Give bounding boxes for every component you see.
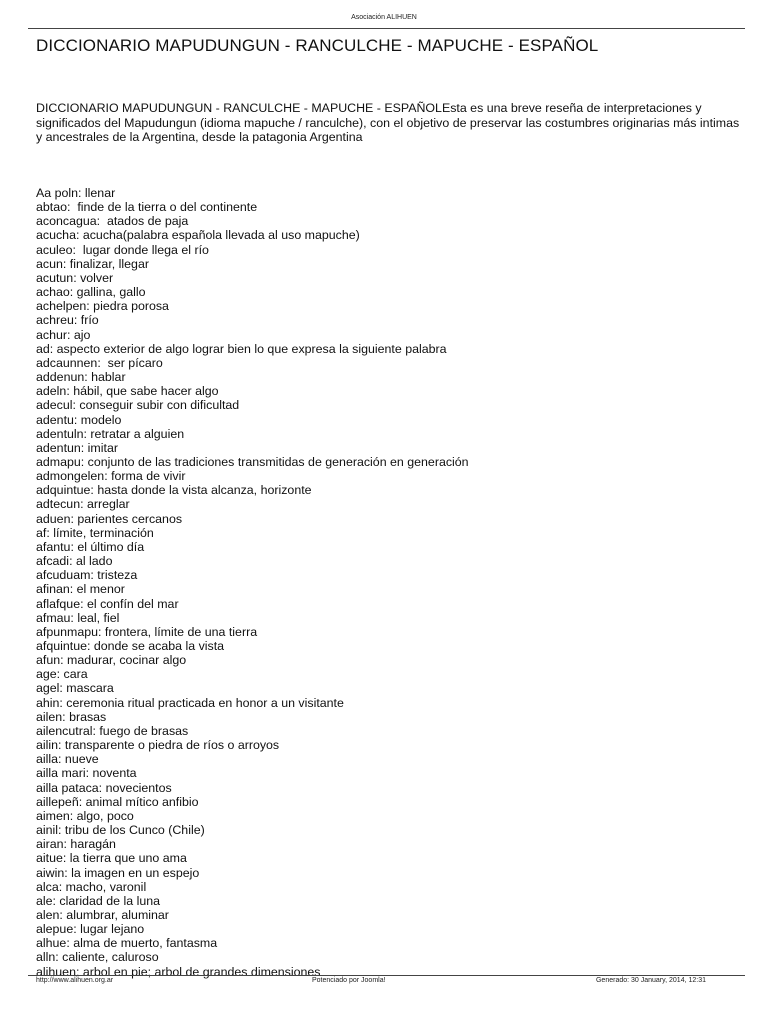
- dictionary-entry: ailla pataca: novecientos: [36, 780, 172, 795]
- dictionary-entry: alln: caliente, caluroso: [36, 950, 159, 965]
- dictionary-entry: ad: aspecto exterior de algo lograr bien lo que expresa la siguiente palabra: [36, 341, 447, 356]
- dictionary-entry: abtao: finde de la tierra o del continente: [36, 200, 258, 215]
- dictionary-entry: aitue: la tierra que uno ama: [36, 851, 187, 866]
- dictionary-entry: achao: gallina, gallo: [36, 285, 146, 300]
- dictionary-entry: adentuln: retratar a alguien: [36, 426, 185, 441]
- footer-generated-date: Generado: 30 January, 2014, 12:31: [595, 977, 706, 984]
- dictionary-entry: ailen: brasas: [36, 709, 107, 724]
- dictionary-entry: afmau: leal, fiel: [36, 610, 120, 625]
- dictionary-entry: achelpen: piedra porosa: [36, 299, 169, 314]
- dictionary-entry: acutun: volver: [36, 270, 114, 285]
- dictionary-entry: alen: alumbrar, aluminar: [36, 907, 169, 922]
- dictionary-entry: age: cara: [36, 667, 88, 682]
- footer-divider: [28, 975, 745, 976]
- dictionary-entry: aduen: parientes cercanos: [36, 511, 183, 526]
- dictionary-entry: afantu: el último día: [36, 539, 145, 554]
- dictionary-entry: achur: ajo: [36, 327, 91, 342]
- dictionary-entry: aculeo: lugar donde llega el río: [36, 242, 209, 257]
- dictionary-entry: achreu: frío: [36, 313, 99, 328]
- dictionary-entry: aconcagua: atados de paja: [36, 214, 189, 229]
- dictionary-entry: aflafque: el confín del mar: [36, 596, 179, 611]
- dictionary-entry: ainil: tribu de los Cunco (Chile): [36, 823, 205, 838]
- dictionary-entry: addenun: hablar: [36, 370, 126, 385]
- dictionary-entry: adtecun: arreglar: [36, 497, 130, 512]
- dictionary-entry: admongelen: forma de vivir: [36, 469, 186, 484]
- intro-paragraph: DICCIONARIO MAPUDUNGUN - RANCULCHE - MAPUCHE - ESPAÑOLEsta es una breve reseña de interpretaciones y significados del Mapudungun (idioma mapuche / ranculche), con el objetivo de preservar las costumbres originarias más intimas y ancestrales de la Argentina, desde la patagonia Argentina: [36, 101, 740, 144]
- dictionary-entry: acun: finalizar, llegar: [36, 256, 149, 271]
- dictionary-entry: Aa poln: llenar: [36, 186, 116, 200]
- dictionary-entry: afcadi: al lado: [36, 554, 113, 569]
- header-divider: [28, 28, 745, 29]
- dictionary-entry: afun: madurar, cocinar algo: [36, 653, 187, 668]
- dictionary-entry: adeln: hábil, que sabe hacer algo: [36, 384, 219, 399]
- dictionary-entry: ailin: transparente o piedra de ríos o arroyos: [36, 738, 280, 753]
- dictionary-entry: acucha: acucha(palabra española llevada al uso mapuche): [36, 228, 360, 243]
- dictionary-entry: afinan: el menor: [36, 582, 125, 597]
- dictionary-entry: af: límite, terminación: [36, 525, 154, 540]
- dictionary-entry: admapu: conjunto de las tradiciones transmitidas de generación en generación: [36, 454, 469, 469]
- dictionary-entry: ailla mari: noventa: [36, 766, 137, 781]
- dictionary-entry: adquintue: hasta donde la vista alcanza, horizonte: [36, 483, 312, 498]
- dictionary-entry-list: [36, 186, 469, 979]
- dictionary-entry: adentun: imitar: [36, 440, 118, 455]
- footer-site-link[interactable]: http://www.alihuen.org.ar: [36, 977, 114, 984]
- dictionary-entry: ahin: ceremonia ritual practicada en honor a un visitante: [36, 695, 344, 710]
- dictionary-entry: afpunmapu: frontera, límite de una tierra: [36, 624, 258, 639]
- dictionary-entry: agel: mascara: [36, 681, 114, 696]
- dictionary-entry: aimen: algo, poco: [36, 808, 134, 823]
- dictionary-entry: ale: claridad de la luna: [36, 893, 160, 908]
- dictionary-entry: alca: macho, varonil: [36, 879, 147, 894]
- dictionary-entry: airan: haragán: [36, 837, 116, 852]
- page-header: Asociación ALIHUEN: [351, 14, 417, 21]
- dictionary-entry: ailla: nueve: [36, 752, 99, 767]
- dictionary-entry: afcuduam: tristeza: [36, 568, 138, 583]
- dictionary-entry: aillepeñ: animal mítico anfibio: [36, 794, 199, 809]
- dictionary-entry: alhue: alma de muerto, fantasma: [36, 936, 218, 951]
- dictionary-entry: afquintue: donde se acaba la vista: [36, 639, 225, 653]
- dictionary-entry: adcaunnen: ser pícaro: [36, 355, 163, 370]
- dictionary-entry: ailencutral: fuego de brasas: [36, 723, 189, 738]
- dictionary-entry: adecul: conseguir subir con dificultad: [36, 398, 240, 413]
- dictionary-entry: alihuen: arbol en pie; arbol de grandes dimensiones: [36, 964, 321, 979]
- dictionary-entry: alepue: lugar lejano: [36, 922, 145, 937]
- dictionary-entry: adentu: modelo: [36, 412, 122, 427]
- dictionary-entry: aiwin: la imagen en un espejo: [36, 865, 200, 880]
- document-title: DICCIONARIO MAPUDUNGUN - RANCULCHE - MAPUCHE - ESPAÑOL: [36, 36, 599, 55]
- footer-powered-by: Potenciado por Joomla!: [312, 977, 386, 984]
